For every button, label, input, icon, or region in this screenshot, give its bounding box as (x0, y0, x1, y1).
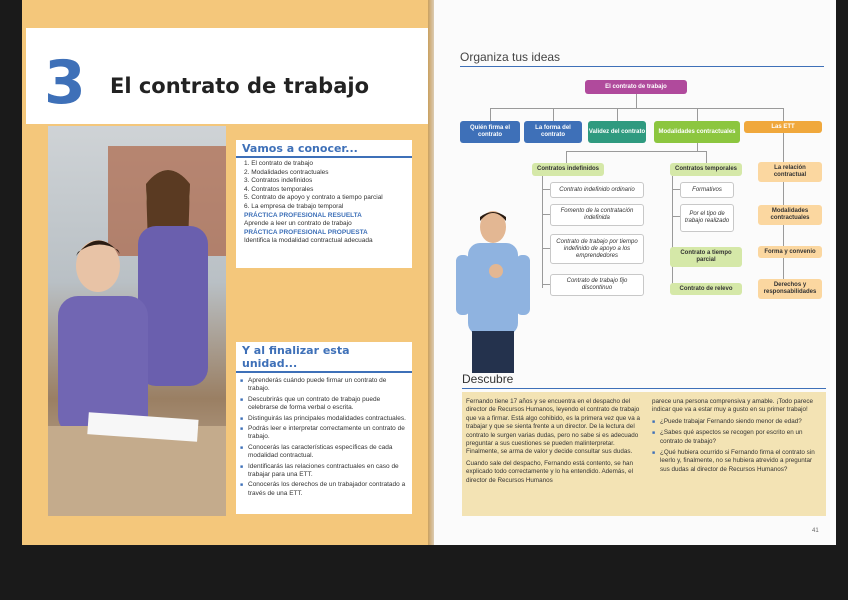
practica-resuelta: PRÁCTICA PROFESIONAL RESUELTA (244, 211, 362, 219)
descubre-paragraph: parece una persona comprensiva y amable. ¡Todo parece indicar que va a estar muy a gusto en su primer trabajo! (652, 398, 814, 414)
vamos-list (236, 160, 412, 212)
map-node-indefinidos: Contratos indefinidos (532, 163, 604, 176)
map-node-relevo: Contrato de relevo (670, 283, 742, 295)
finalizar-list (236, 377, 412, 498)
connector (553, 108, 554, 121)
connector (697, 108, 698, 121)
connector (706, 151, 707, 163)
person-illustration (452, 205, 534, 373)
page-number: 41 (812, 528, 819, 534)
list-item: ■ Conocerás los derechos de un trabajador contratado a través de una ETT. (242, 481, 408, 498)
divider (462, 388, 826, 389)
practica-propuesta: PRÁCTICA PROFESIONAL PROPUESTA (244, 228, 368, 236)
list-item: 5. Contrato de apoyo y contrato a tiempo parcial (244, 194, 383, 202)
map-node: Contrato indefinido ordinario (550, 182, 644, 198)
practica-propuesta-desc: Identifica la modalidad contractual adecuada (244, 237, 373, 245)
connector (542, 284, 550, 285)
map-root: El contrato de trabajo (585, 80, 687, 94)
question-item: ■ ¿Puede trabajar Fernando siendo menor de edad? (652, 418, 822, 426)
connector (566, 151, 706, 152)
descubre-heading: Descubre (462, 372, 514, 386)
connector (490, 108, 783, 109)
list-item: ■ Distinguirás las principales modalidades contractuales. (242, 415, 408, 423)
students-photo (48, 126, 226, 516)
practica-resuelta-desc: Aprende a leer un contrato de trabajo (244, 220, 352, 228)
connector (672, 189, 680, 190)
connector (542, 189, 550, 190)
map-node-temporales: Contratos temporales (670, 163, 742, 176)
list-item: ■ Aprenderás cuándo puede firmar un contrato de trabajo. (242, 377, 408, 394)
finalizar-heading: Y al finalizar esta unidad... (236, 342, 412, 373)
list-item: 3. Contratos indefinidos (244, 177, 313, 185)
map-branch: Validez del contrato (588, 121, 646, 143)
map-node: Contrato de trabajo fijo discontinuo (550, 274, 644, 296)
divider (460, 66, 824, 67)
map-branch: Las ETT (744, 121, 822, 133)
list-item: ■ Conocerás las características específicas de cada modalidad contractual. (242, 444, 408, 461)
descubre-col-1 (466, 398, 642, 485)
al-finalizar-box (236, 342, 412, 514)
map-node-ett: La relación contractual (758, 162, 822, 182)
map-node: Fomento de la contratación indefinida (550, 204, 644, 226)
list-item: ■ Podrás leer e interpretar correctamente un contrato de trabajo. (242, 425, 408, 442)
map-node-ett: Derechos y responsabilidades (758, 279, 822, 299)
descubre-paragraph: Fernando tiene 17 años y se encuentra en el despacho del director de Recursos Humanos, leyendo el contrato de trabajo que va a firmar. Está algo cohibido, es la primera vez que va a trabajar y que se sienta frente a un director. De la lectura del contrato le surgen varias dudas, pero no sabe si es adecuado preguntar a sus cuestiones se pueden malinterpretar. Finalmente, se arma de valor y decide consultar sus dudas. (466, 398, 640, 456)
map-branch: Modalidades contractuales (654, 121, 740, 143)
list-item: ■ Identificarás las relaciones contractuales en caso de trabajar para una ETT. (242, 463, 408, 480)
list-item: 4. Contratos temporales (244, 185, 314, 193)
map-node: Contrato de trabajo por tiempo indefinido de apoyo a los emprendedores (550, 234, 644, 264)
list-item: ■ Descubrirás que un contrato de trabajo puede celebrarse de forma verbal o escrita. (242, 396, 408, 413)
connector (672, 216, 680, 217)
connector (672, 176, 673, 288)
connector (542, 176, 543, 288)
man-thumbs-up-photo (452, 205, 534, 373)
organiza-heading: Organiza tus ideas (460, 50, 561, 64)
chapter-title: El contrato de trabajo (110, 74, 370, 98)
list-item: 1. El contrato de trabajo (244, 160, 314, 167)
connector (542, 248, 550, 249)
map-node-ett: Forma y convenio (758, 246, 822, 258)
connector (617, 108, 618, 121)
descubre-paragraph: Cuando sale del despacho, Fernando está contento, se han explicado todo correctamente y lo ha entendido. Además, el director de Recursos Humanos (466, 459, 633, 484)
connector (697, 143, 698, 151)
vamos-a-conocer-box (236, 140, 412, 268)
question-item: ■ ¿Sabes qué aspectos se recogen por escrito en un contrato de trabajo? (652, 429, 822, 446)
list-item: 2. Modalidades contractuales (244, 168, 329, 176)
map-branch: Quién firma el contrato (460, 121, 520, 143)
vamos-heading: Vamos a conocer... (236, 140, 412, 158)
map-branch: La forma del contrato (524, 121, 582, 143)
chapter-number: 3 (44, 48, 86, 118)
connector (490, 108, 491, 121)
connector (783, 108, 784, 121)
question-item: ■ ¿Qué hubiera ocurrido si Fernando firma el contrato sin leerlo y, finalmente, no se hubiera atrevido a preguntar sus dudas al director de Recursos Humanos? (652, 449, 822, 474)
map-node: Formativos (680, 182, 734, 198)
map-node-ett: Modalidades contractuales (758, 205, 822, 225)
connector (566, 151, 567, 163)
map-node-parcial: Contrato a tiempo parcial (670, 247, 742, 267)
photo-illustration (48, 126, 226, 516)
connector (636, 94, 637, 108)
descubre-col-2 (652, 398, 822, 474)
map-node: Por el tipo de trabajo realizado (680, 204, 734, 232)
connector (542, 214, 550, 215)
list-item: 6. La empresa de trabajo temporal (244, 202, 344, 210)
